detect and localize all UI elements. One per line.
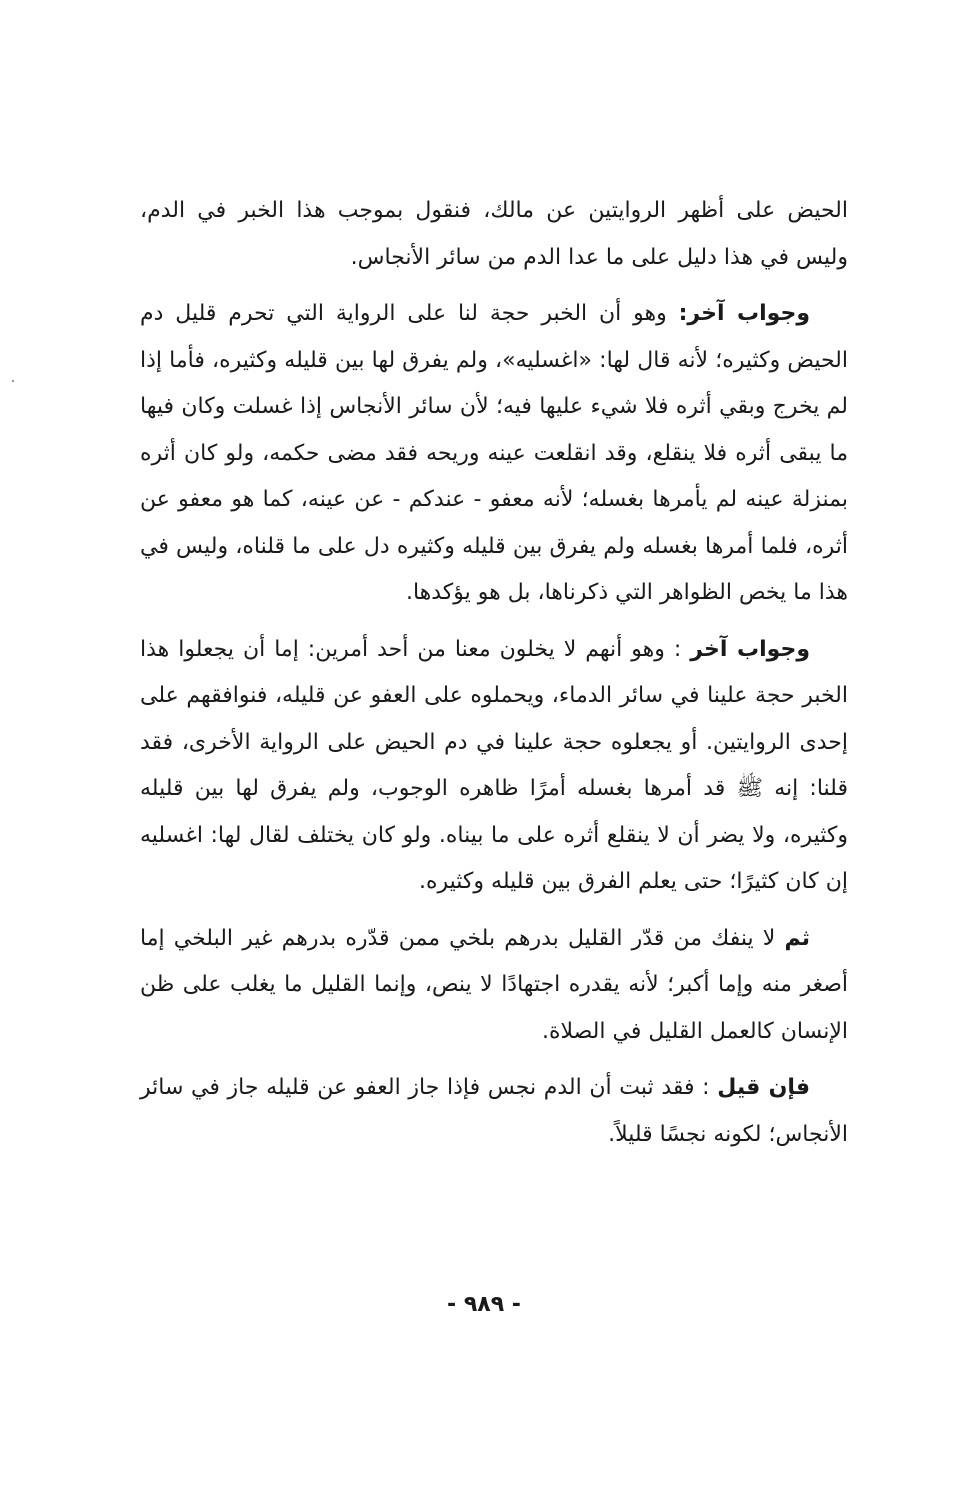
paragraph-second-answer	[140, 291, 848, 617]
paragraph-text: لا ينفك من قدّر القليل بدرهم بلخي ممن قدّره بدرهم غير البلخي إما أصغر منه وإما أكبر؛ لأنه يقدره اجتهادًا لا ينص، وإنما القليل ما يغلب على ظن الإنسان كالعمل القليل في الصلاة.	[140, 925, 848, 1044]
paragraph-text: الحيض على أظهر الروايتين عن مالك، فنقول بموجب هذا الخبر في الدم، وليس في هذا دليل على ما عدا الدم من سائر الأنجاس.	[140, 198, 848, 270]
paragraph-text: : وهو أنهم لا يخلون معنا من أحد أمرين: إما أن يجعلوا هذا الخبر حجة علينا في سائر الدماء، ويحملوه على العفو عن قليله، فنوافقهم على إحدى الروايتين. أو يجعلوه حجة علينا في دم الحيض على الرواية الأخرى، فقد قلنا: إنه ﷺ قد أمرها بغسله أمرًا ظاهره الوجوب، ولم يفرق لها بين قليله وكثيره، ولا يضر أن لا ينقلع أثره على ما بيناه. ولو كان يختلف لقال لها: اغسليه إن كان كثيرًا؛ حتى يعلم الفرق بين قليله وكثيره.	[140, 636, 848, 894]
page-number: - ٩٨٩ -	[447, 1292, 521, 1317]
paragraph-lead: وجواب آخر	[690, 636, 810, 662]
paragraph-then	[140, 916, 848, 1056]
margin-mark	[12, 380, 14, 382]
paragraph-text: : فقد ثبت أن الدم نجس فإذا جاز العفو عن قليله جاز في سائر الأنجاس؛ لكونه نجسًا قليلاً.	[140, 1075, 848, 1147]
paragraph-continuation	[140, 188, 848, 281]
paragraph-text: وهو أن الخبر حجة لنا على الرواية التي تحرم قليل دم الحيض وكثيره؛ لأنه قال لها: «اغسليه»، ولم يفرق لها بين قليله وكثيره، فأما إذا لم يخرج وبقي أثره فلا شيء عليها فيه؛ لأن سائر الأنجاس إذا غسلت وكان فيها ما يبقى أثره فلا ينقلع، وقد انقلعت عينه وريحه فقد مضى حكمه، ولو كان أثره بمنزلة عينه لم يأمرها بغسله؛ لأنه معفو - عندكم - عن عينه، كما هو معفو عن أثره، فلما أمرها بغسله ولم يفرق بين قليله وكثيره دل على ما قلناه، وليس في هذا ما يخص الظواهر التي ذكرناها، بل هو يؤكدها.	[140, 301, 848, 605]
paragraph-third-answer	[140, 627, 848, 906]
paragraph-lead: فإن قيل	[717, 1075, 811, 1100]
paragraph-objection	[140, 1065, 848, 1158]
paragraph-lead: وجواب آخر:	[678, 301, 810, 326]
body-text	[140, 188, 848, 1168]
paragraph-lead: ثم	[784, 925, 810, 951]
